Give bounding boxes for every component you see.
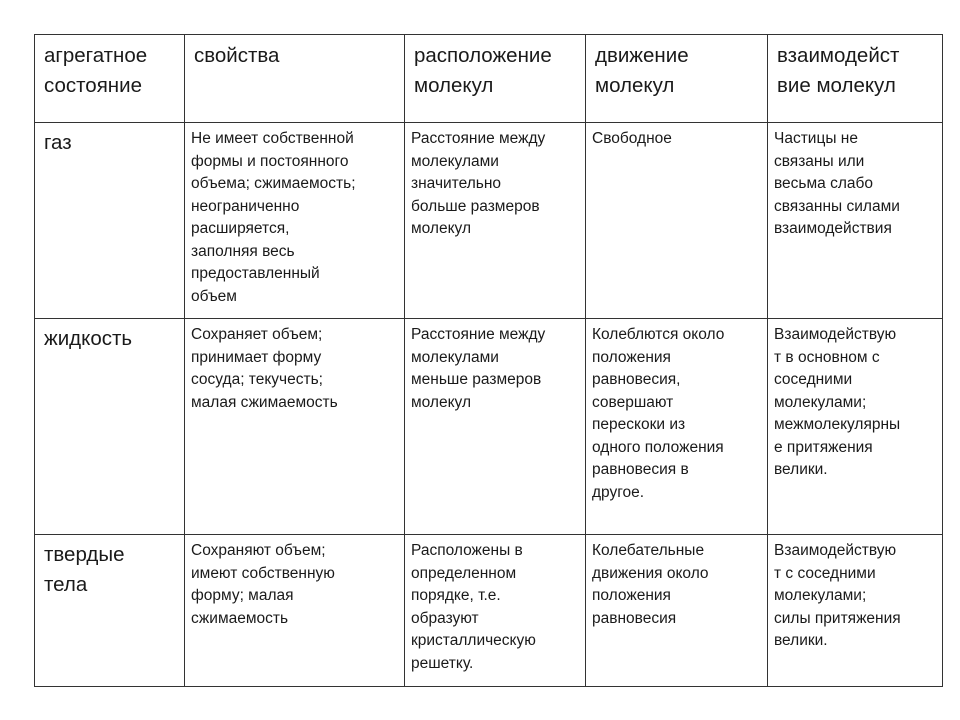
interaction-cell: Взаимодействую т в основном с соседними молекулами; межмолекулярны е притяжения велики. [768, 319, 943, 535]
arrangement-cell: Расположены в определенном порядке, т.е. образуют кристаллическую решетку. [405, 535, 586, 687]
arrangement-cell: Расстояние между молекулами меньше размеров молекул [405, 319, 586, 535]
properties-cell: Сохраняют объем; имеют собственную форму; малая сжимаемость [185, 535, 405, 687]
table-row-solid [35, 535, 943, 687]
header-state: агрегатное состояние [35, 35, 185, 123]
header-interaction: взаимодейст вие молекул [768, 35, 943, 123]
motion-cell: Колебательные движения около положения равновесия [586, 535, 768, 687]
arrangement-cell: Расстояние между молекулами значительно больше размеров молекул [405, 123, 586, 319]
state-cell: твердые тела [35, 535, 185, 687]
properties-cell: Сохраняет объем; принимает форму сосуда; текучесть; малая сжимаемость [185, 319, 405, 535]
header-row [35, 35, 943, 123]
header-arrangement: расположение молекул [405, 35, 586, 123]
header-motion: движение молекул [586, 35, 768, 123]
properties-cell: Не имеет собственной формы и постоянного объема; сжимаемость; неограниченно расширяется, заполняя весь предоставленный объем [185, 123, 405, 319]
states-of-matter-table [34, 34, 943, 687]
motion-cell: Колеблются около положения равновесия, совершают перескоки из одного положения равновесия в другое. [586, 319, 768, 535]
motion-cell: Свободное [586, 123, 768, 319]
state-cell: жидкость [35, 319, 185, 535]
interaction-cell: Взаимодействую т с соседними молекулами; силы притяжения велики. [768, 535, 943, 687]
header-properties: свойства [185, 35, 405, 123]
table-row-liquid [35, 319, 943, 535]
interaction-cell: Частицы не связаны или весьма слабо связанны силами взаимодействия [768, 123, 943, 319]
table-row-gas [35, 123, 943, 319]
state-cell: газ [35, 123, 185, 319]
